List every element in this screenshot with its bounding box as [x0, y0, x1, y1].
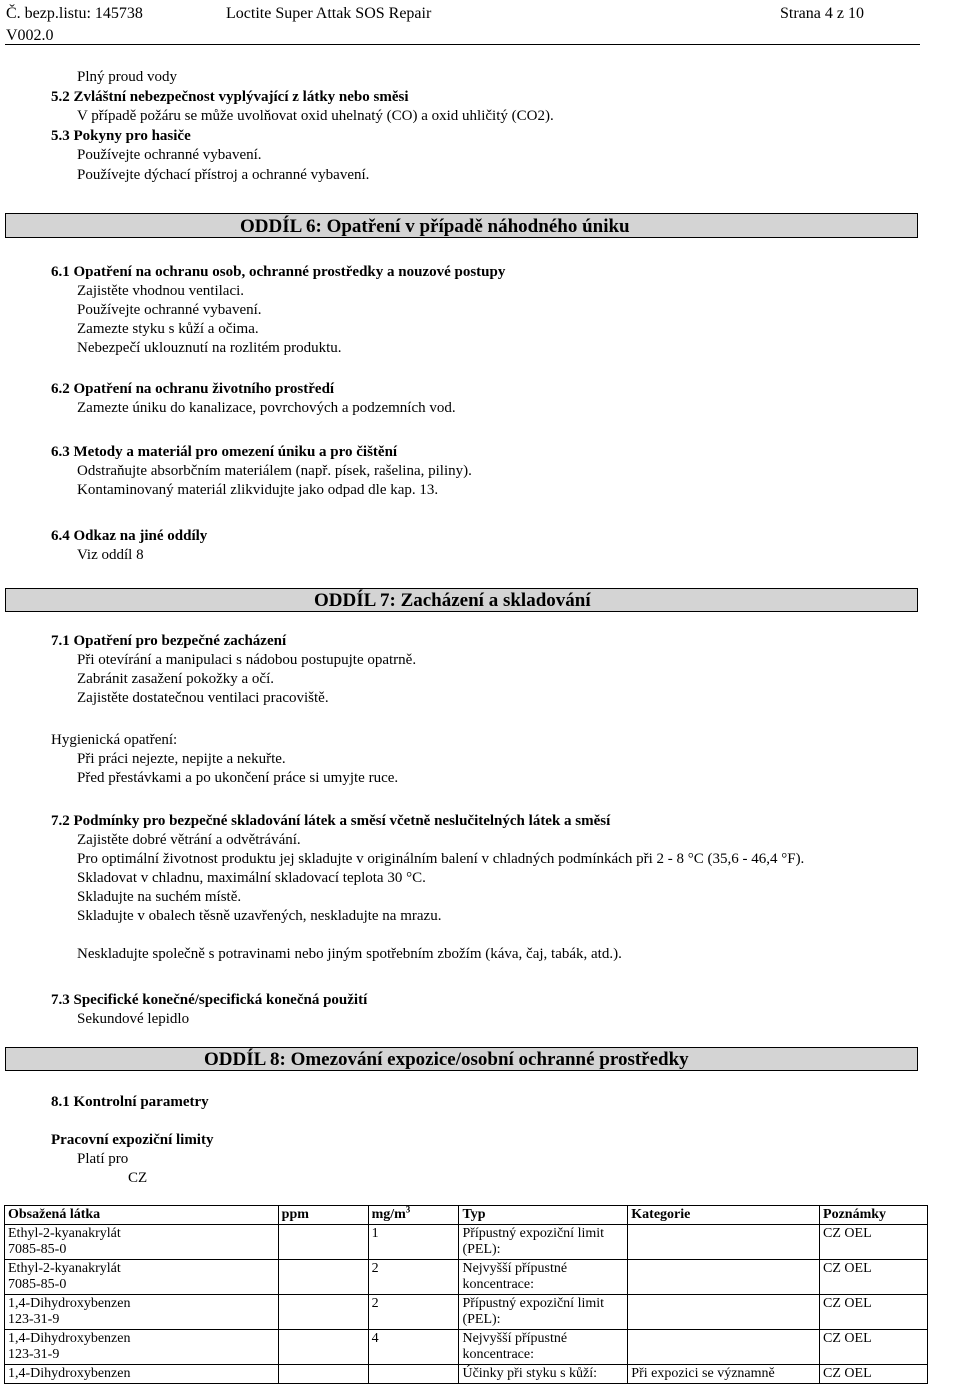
- text-line: Plný proud vody: [77, 69, 178, 85]
- col-mgm3: [368, 1206, 459, 1225]
- text-line: Zajistěte vhodnou ventilaci.: [77, 283, 245, 299]
- page-number: Strana 4 z 10: [780, 5, 864, 22]
- cell-ppm: [278, 1295, 368, 1330]
- table-row: [5, 1225, 928, 1260]
- text-line: Zamezte styku s kůží a očima.: [77, 321, 259, 337]
- col-category: Kategorie: [628, 1206, 820, 1225]
- cell-ppm: [278, 1260, 368, 1295]
- product-name: Loctite Super Attak SOS Repair: [226, 5, 432, 22]
- table-row: [5, 1330, 928, 1365]
- cas-number: 123-31-9: [8, 1312, 60, 1327]
- cell-notes: CZ OEL: [820, 1295, 928, 1330]
- cell-notes: CZ OEL: [820, 1330, 928, 1365]
- text-line: Zajistěte dostatečnou ventilaci pracoviště.: [77, 690, 329, 706]
- text-line: Kontaminovaný materiál zlikvidujte jako odpad dle kap. 13.: [77, 482, 439, 498]
- text-line: Pro optimální životnost produktu jej skladujte v originálním balení v chladných podmínkách při 2 - 8 °C (35,6 - 46,4 °F).: [77, 851, 805, 867]
- cas-number: 7085-85-0: [8, 1242, 67, 1257]
- cell-mgm3: [368, 1365, 459, 1384]
- subheading-7-2: 7.2 Podmínky pro bezpečné skladování látek a směsí včetně neslučitelných látek a směsí: [51, 813, 611, 829]
- cell-type: Přípustný expoziční limit (PEL):: [459, 1225, 628, 1260]
- text-line: Skladujte v obalech těsně uzavřených, neskladujte na mrazu.: [77, 908, 442, 924]
- substance-name: Ethyl-2-kyanakrylát: [8, 1226, 121, 1241]
- subheading-6-4: 6.4 Odkaz na jiné oddíly: [51, 528, 208, 544]
- subheading-6-3: 6.3 Metody a materiál pro omezení úniku a pro čištění: [51, 444, 398, 460]
- subheading-5-3: 5.3 Pokyny pro hasiče: [51, 128, 191, 144]
- cell-substance: [5, 1365, 279, 1384]
- col-mgm3-label: mg/m: [371, 1207, 406, 1222]
- col-mgm3-sup: 3: [405, 1204, 411, 1215]
- cell-category: [628, 1295, 820, 1330]
- cell-category: Při expozici se významně: [628, 1365, 820, 1384]
- sheet-number: Č. bezp.listu: 145738: [6, 5, 143, 22]
- cell-notes: CZ OEL: [820, 1225, 928, 1260]
- cell-category: [628, 1260, 820, 1295]
- cell-ppm: [278, 1225, 368, 1260]
- cell-ppm: [278, 1330, 368, 1365]
- cell-category: [628, 1225, 820, 1260]
- text-line: Používejte ochranné vybavení.: [77, 302, 262, 318]
- substance-name: 1,4-Dihydroxybenzen: [8, 1331, 131, 1346]
- table-header-row: [5, 1206, 928, 1225]
- cell-mgm3: 4: [368, 1330, 459, 1365]
- col-type: Typ: [459, 1206, 628, 1225]
- text-line: Nebezpečí uklouznutí na rozlitém produktu.: [77, 340, 342, 356]
- exposure-limits-table: [4, 1205, 928, 1384]
- subheading-5-2: 5.2 Zvláštní nebezpečnost vyplývající z látky nebo směsi: [51, 89, 409, 105]
- cell-substance: [5, 1295, 279, 1330]
- cell-type: Nejvyšší přípustné koncentrace:: [459, 1260, 628, 1295]
- text-line: Sekundové lepidlo: [77, 1011, 190, 1027]
- section-8-title: ODDÍL 8: Omezování expozice/osobní ochranné prostředky: [204, 1049, 689, 1070]
- cell-notes: CZ OEL: [820, 1365, 928, 1384]
- col-ppm: ppm: [278, 1206, 368, 1225]
- substance-name: Ethyl-2-kyanakrylát: [8, 1261, 121, 1276]
- table-row: [5, 1260, 928, 1295]
- subheading-6-1: 6.1 Opatření na ochranu osob, ochranné prostředky a nouzové postupy: [51, 264, 506, 280]
- cell-mgm3: 1: [368, 1225, 459, 1260]
- text-line: Při práci nejezte, nepijte a nekuřte.: [77, 751, 286, 767]
- col-substance: Obsažená látka: [5, 1206, 279, 1225]
- cas-number: 7085-85-0: [8, 1277, 67, 1292]
- text-line: Odstraňujte absorbčním materiálem (např. písek, rašelina, piliny).: [77, 463, 472, 479]
- substance-name: 1,4-Dihydroxybenzen: [8, 1296, 131, 1311]
- text-line: Zajistěte dobré větrání a odvětrávání.: [77, 832, 301, 848]
- section-6-title: ODDÍL 6: Opatření v případě náhodného úniku: [240, 216, 630, 237]
- text-line: Neskladujte společně s potravinami nebo jiným spotřebním zbožím (káva, čaj, tabák, atd.).: [77, 946, 622, 962]
- cell-notes: CZ OEL: [820, 1260, 928, 1295]
- cell-ppm: [278, 1365, 368, 1384]
- table-row: [5, 1365, 928, 1384]
- text-line: Používejte dýchací přístroj a ochranné vybavení.: [77, 167, 370, 183]
- subheading-7-1: 7.1 Opatření pro bezpečné zacházení: [51, 633, 287, 649]
- cell-category: [628, 1330, 820, 1365]
- section-7-title: ODDÍL 7: Zacházení a skladování: [314, 590, 591, 611]
- version: V002.0: [6, 27, 54, 44]
- cell-substance: [5, 1260, 279, 1295]
- text-line: Skladovat v chladnu, maximální skladovací teplota 30 °C.: [77, 870, 426, 886]
- text-line: Zabránit zasažení pokožky a očí.: [77, 671, 274, 687]
- cell-type: Přípustný expoziční limit (PEL):: [459, 1295, 628, 1330]
- applies-to-label: Platí pro: [77, 1151, 129, 1167]
- text-line: Zamezte úniku do kanalizace, povrchových a podzemních vod.: [77, 400, 456, 416]
- text-line: V případě požáru se může uvolňovat oxid uhelnatý (CO) a oxid uhličitý (CO2).: [77, 108, 554, 124]
- cell-substance: [5, 1330, 279, 1365]
- subheading-7-3: 7.3 Specifické konečné/specifická konečná použití: [51, 992, 368, 1008]
- text-line: Viz oddíl 8: [77, 547, 144, 563]
- substance-name: 1,4-Dihydroxybenzen: [8, 1366, 131, 1381]
- text-line: Skladujte na suchém místě.: [77, 889, 242, 905]
- header-rule: [5, 44, 920, 45]
- exposure-limits-heading: Pracovní expoziční limity: [51, 1132, 214, 1148]
- col-notes: Poznámky: [820, 1206, 928, 1225]
- subheading-8-1: 8.1 Kontrolní parametry: [51, 1094, 209, 1110]
- cell-type: Nejvyšší přípustné koncentrace:: [459, 1330, 628, 1365]
- cell-mgm3: 2: [368, 1295, 459, 1330]
- cas-number: 123-31-9: [8, 1347, 60, 1362]
- cell-substance: [5, 1225, 279, 1260]
- cell-type: Účinky při styku s kůží:: [459, 1365, 628, 1384]
- text-line: Před přestávkami a po ukončení práce si umyjte ruce.: [77, 770, 399, 786]
- subheading-6-2: 6.2 Opatření na ochranu životního prostředí: [51, 381, 335, 397]
- country-code: CZ: [128, 1170, 148, 1186]
- cell-mgm3: 2: [368, 1260, 459, 1295]
- text-line: Při otevírání a manipulaci s nádobou postupujte opatrně.: [77, 652, 417, 668]
- hygiene-label: Hygienická opatření:: [51, 732, 178, 748]
- table-row: [5, 1295, 928, 1330]
- text-line: Používejte ochranné vybavení.: [77, 147, 262, 163]
